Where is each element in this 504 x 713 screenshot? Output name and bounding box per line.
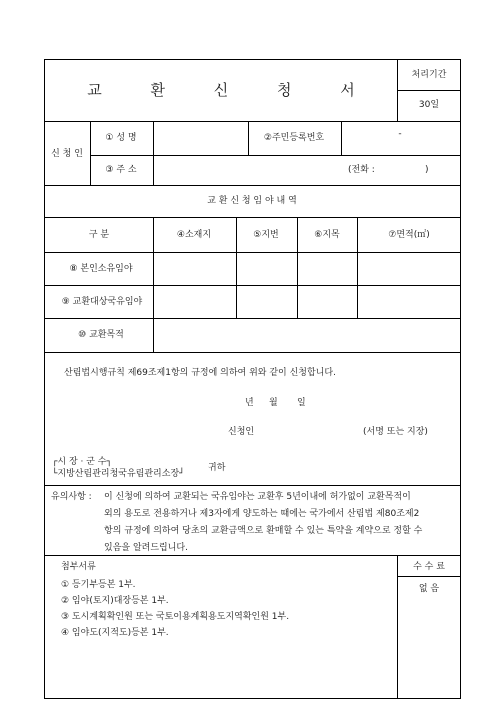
row-label-own-forest: ⑧ 본인소유임야 (69, 264, 133, 274)
row-label-exchange-purpose: ⑩ 교환목적 (78, 330, 124, 340)
name-field[interactable] (156, 124, 244, 152)
signature-note: (서명 또는 지장) (363, 427, 428, 437)
divider (397, 576, 461, 577)
address-field[interactable] (156, 158, 336, 182)
fee-value: 없 음 (418, 584, 440, 594)
phone-field[interactable] (385, 160, 423, 180)
phone-close: ) (425, 165, 429, 175)
row-label-exchange-target: ⑨ 교환대상국유임야 (61, 297, 143, 307)
divider (341, 121, 342, 155)
divider (297, 217, 298, 318)
divider (357, 217, 358, 318)
attachment-item: ③ 도시계획확인원 또는 국토이용계획용도지역확인원 1부. (61, 612, 290, 622)
statement-text: 산림법시행규칙 제69조제1항의 규정에 의하여 위와 같이 신청합니다. (64, 368, 336, 378)
column-header-land-category: ⑥지목 (314, 230, 340, 240)
divider (44, 121, 461, 122)
divider (248, 121, 249, 155)
notice-line: 있음을 알려드립니다. (104, 543, 188, 553)
processing-period-value: 30일 (418, 100, 440, 110)
divider (44, 217, 461, 218)
resident-number-field[interactable] (344, 124, 458, 152)
column-header-location: ④소재지 (176, 230, 212, 240)
divider (236, 217, 237, 318)
divider (397, 59, 398, 121)
divider (44, 285, 461, 286)
column-header-category: 구 분 (88, 230, 110, 240)
recipient-line-2: └지방산림관리청국유림관리소장┘ (52, 469, 185, 479)
divider (153, 121, 154, 185)
attachment-item: ② 임야(토지)대장등본 1부. (61, 596, 169, 606)
details-heading: 교 환 신 청 임 야 내 역 (207, 196, 297, 206)
signer-label: 신청인 (228, 427, 255, 437)
column-header-area: ⑦면적(㎡) (388, 230, 430, 240)
resident-number-separator: - (398, 129, 402, 139)
date-year: 년 (245, 398, 254, 408)
divider (397, 555, 398, 699)
resident-number-label: ②주민등록번호 (263, 133, 325, 143)
applicant-section-label: 신 청 인 (51, 149, 83, 159)
divider (44, 252, 461, 253)
processing-period-label: 처리기간 (411, 70, 447, 80)
divider (44, 555, 461, 556)
phone-label: (전화 : (348, 165, 375, 175)
divider (44, 485, 461, 486)
notice-line: 항의 규정에 의하여 당초의 교환금액으로 환매할 수 있는 특약을 계약으로 정할 수 (104, 526, 423, 536)
divider (153, 217, 154, 352)
recipient-suffix: 귀하 (208, 463, 226, 473)
divider (44, 318, 461, 319)
form-title: 교 환 신 청 서 (87, 81, 377, 99)
divider (90, 121, 91, 185)
address-label: ③ 주 소 (105, 165, 137, 175)
attachments-label: 첨부서류 (61, 562, 96, 572)
attachment-item: ④ 임야도(지적도)등본 1부. (61, 628, 169, 638)
recipient-line-1: ┌시 장 · 군 수┐ (52, 457, 112, 467)
attachment-item: ① 등기부등본 1부. (61, 580, 136, 590)
name-label: ① 성 명 (105, 133, 137, 143)
date-day: 일 (297, 398, 306, 408)
fee-label: 수 수 료 (413, 562, 445, 572)
notice-label: 유의사항 : (51, 492, 92, 502)
column-header-lot-number: ⑤지번 (253, 230, 279, 240)
date-month: 월 (269, 398, 278, 408)
notice-line: 외의 용도로 전용하거나 제3자에게 양도하는 때에는 국가에서 산림법 제80조제2 (104, 509, 420, 519)
notice-line: 이 신청에 의하여 교환되는 국유임야는 교환후 5년이내에 허가없이 교환목적이 (104, 492, 411, 502)
divider (44, 352, 461, 353)
divider (90, 155, 461, 156)
divider (44, 185, 461, 186)
divider (397, 90, 461, 91)
